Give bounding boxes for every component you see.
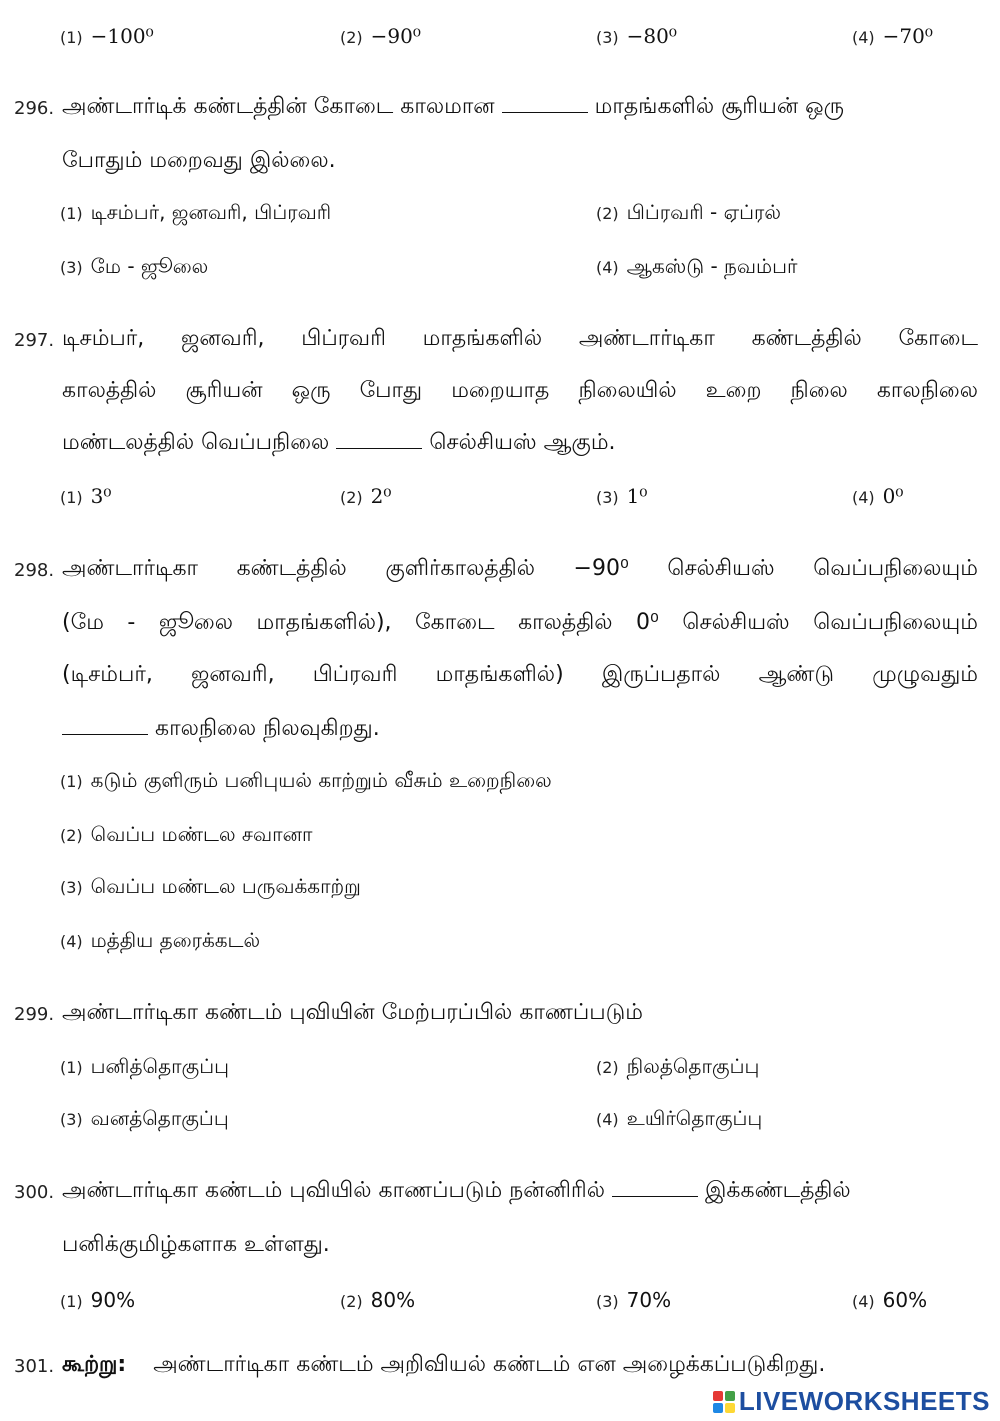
liveworksheets-logo-icon <box>713 1391 735 1413</box>
answer-blank <box>336 434 422 449</box>
q295-option-1: (1) −100⁰ <box>60 24 154 48</box>
q296-option-2: (2) பிப்ரவரி - ஏப்ரல் <box>596 200 781 224</box>
q297-option-2: (2) 2⁰ <box>340 484 392 508</box>
statement-label: கூற்று: <box>62 1352 127 1377</box>
q299-text-line1: அண்டார்டிகா கண்டம் புவியின் மேற்பரப்பில் காணப்படும் <box>62 1000 643 1025</box>
q300-number: 300. <box>14 1182 55 1203</box>
q296-text-line1: அண்டார்டிக் கண்டத்தின் கோடை காலமான மாதங்களில் சூரியன் ஒரு <box>62 94 845 119</box>
q296-option-1: (1) டிசம்பர், ஜனவரி, பிப்ரவரி <box>60 200 332 224</box>
q297-option-3: (3) 1⁰ <box>596 484 648 508</box>
q298-option-2: (2) வெப்ப மண்டல சவானா <box>60 822 313 846</box>
q298-option-4: (4) மத்திய தரைக்கடல் <box>60 928 261 952</box>
q297-text-line2: காலத்தில் சூரியன் ஒரு போது மறையாத நிலையில் உறை நிலை காலநிலை <box>62 378 978 403</box>
q299-option-1: (1) பனித்தொகுப்பு <box>60 1054 229 1078</box>
q300-option-4: (4) 60% <box>852 1288 928 1312</box>
q300-text-line2: பனிக்குமிழ்களாக உள்ளது. <box>62 1232 330 1257</box>
q298-text-line3: (டிசம்பர், ஜனவரி, பிப்ரவரி மாதங்களில்) இருப்பதால் ஆண்டு முழுவதும் <box>62 662 978 687</box>
q299-number: 299. <box>14 1004 55 1025</box>
answer-blank <box>62 720 148 735</box>
q296-option-3: (3) மே - ஜூலை <box>60 254 209 278</box>
answer-blank <box>612 1182 698 1197</box>
q295-option-4: (4) −70⁰ <box>852 24 933 48</box>
q298-text-line2: (மே - ஜூலை மாதங்களில்), கோடை காலத்தில் 0⁰ செல்சியஸ் வெப்பநிலையும் <box>62 610 978 635</box>
q300-option-2: (2) 80% <box>340 1288 416 1312</box>
q300-text-line1: அண்டார்டிகா கண்டம் புவியில் காணப்படும் நன்னிரில் இக்கண்டத்தில் <box>62 1178 851 1203</box>
q298-text-line1: அண்டார்டிகா கண்டத்தில் குளிர்காலத்தில் −90⁰ செல்சியஸ் வெப்பநிலையும் <box>62 556 978 581</box>
q296-option-4: (4) ஆகஸ்டு - நவம்பர் <box>596 254 798 278</box>
q296-text-line2: போதும் மறைவது இல்லை. <box>62 148 336 173</box>
liveworksheets-logo <box>713 1386 990 1417</box>
q297-option-4: (4) 0⁰ <box>852 484 904 508</box>
q298-text-line4: காலநிலை நிலவுகிறது. <box>62 716 978 744</box>
q297-text-line1: டிசம்பர், ஜனவரி, பிப்ரவரி மாதங்களில் அண்டார்டிகா கண்டத்தில் கோடை <box>62 326 978 351</box>
q299-option-2: (2) நிலத்தொகுப்பு <box>596 1054 760 1078</box>
q295-option-2: (2) −90⁰ <box>340 24 421 48</box>
q299-option-3: (3) வனத்தொகுப்பு <box>60 1106 229 1130</box>
q301-number: 301. <box>14 1356 55 1377</box>
liveworksheets-logo-text: LIVEWORKSHEETS <box>738 1386 990 1416</box>
q300-option-3: (3) 70% <box>596 1288 672 1312</box>
q298-option-1: (1) கடும் குளிரும் பனிபுயல் காற்றும் வீசும் உறைநிலை <box>60 768 552 792</box>
q297-number: 297. <box>14 330 55 351</box>
q296-number: 296. <box>14 98 55 119</box>
q301-text-line1: கூற்று: அண்டார்டிகா கண்டம் அறிவியல் கண்டம் என அழைக்கப்படுகிறது. <box>62 1352 826 1377</box>
q298-number: 298. <box>14 560 55 581</box>
q298-option-3: (3) வெப்ப மண்டல பருவக்காற்று <box>60 874 361 898</box>
answer-blank <box>502 98 588 113</box>
q295-option-3: (3) −80⁰ <box>596 24 677 48</box>
q297-text-line3: மண்டலத்தில் வெப்பநிலை செல்சியஸ் ஆகும். <box>62 430 616 455</box>
q297-option-1: (1) 3⁰ <box>60 484 112 508</box>
q300-option-1: (1) 90% <box>60 1288 136 1312</box>
q299-option-4: (4) உயிர்தொகுப்பு <box>596 1106 763 1130</box>
